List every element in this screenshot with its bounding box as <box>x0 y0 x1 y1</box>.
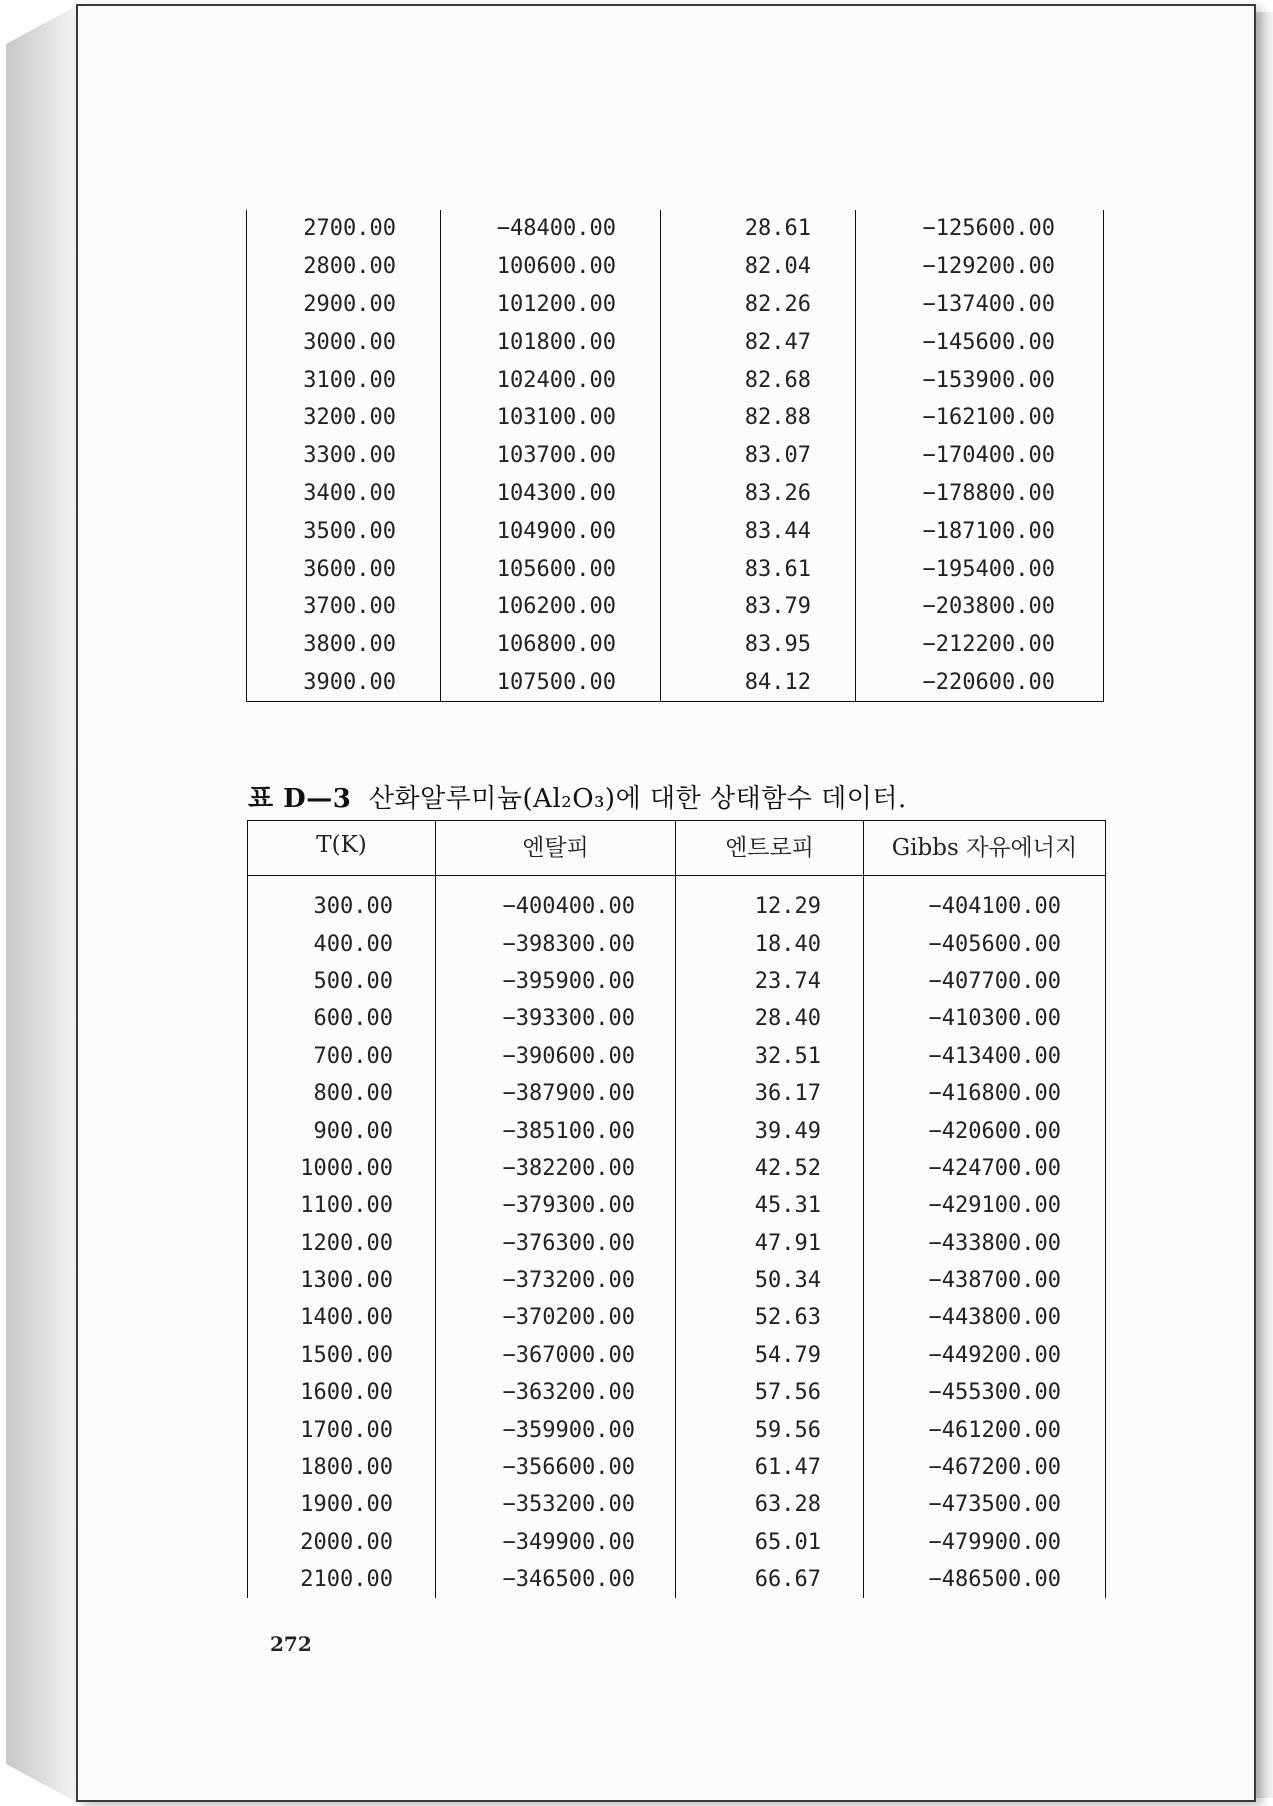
gibbs-cell: −479900.00 <box>864 1524 1106 1561</box>
entropy-cell: 83.61 <box>661 550 856 588</box>
enthalpy-cell: 101800.00 <box>441 323 661 361</box>
temperature-cell: 2700.00 <box>303 216 396 242</box>
enthalpy-cell: 107500.00 <box>441 664 661 702</box>
header-spacer-row <box>248 876 1106 889</box>
temperature-cell: 1800.00 <box>300 1455 393 1481</box>
table-row <box>248 1225 1106 1262</box>
header-temperature: T(K) <box>248 821 436 876</box>
table-row <box>248 1374 1106 1411</box>
temperature-cell: 1200.00 <box>300 1230 393 1256</box>
temperature-cell: 3200.00 <box>303 405 396 431</box>
enthalpy-cell: 104900.00 <box>441 512 661 550</box>
enthalpy-cell: 105600.00 <box>441 550 661 588</box>
entropy-cell: 61.47 <box>676 1449 864 1486</box>
gibbs-cell: −178800.00 <box>856 475 1104 513</box>
temperature-cell: 300.00 <box>313 894 393 920</box>
gibbs-cell: −443800.00 <box>864 1299 1106 1336</box>
temperature-cell: 1600.00 <box>300 1380 393 1406</box>
continued-table-body <box>247 210 1104 702</box>
temperature-cell: 3400.00 <box>303 480 396 506</box>
gibbs-cell: −407700.00 <box>864 963 1106 1000</box>
table-row <box>248 1299 1106 1336</box>
enthalpy-cell: −385100.00 <box>436 1112 676 1149</box>
enthalpy-cell: −367000.00 <box>436 1337 676 1374</box>
gibbs-cell: −473500.00 <box>864 1486 1106 1523</box>
table-row <box>247 475 1104 513</box>
enthalpy-cell: −390600.00 <box>436 1038 676 1075</box>
enthalpy-cell: −370200.00 <box>436 1299 676 1336</box>
enthalpy-cell: −373200.00 <box>436 1262 676 1299</box>
table-row <box>247 550 1104 588</box>
header-entropy: 엔트로피 <box>676 821 864 876</box>
temperature-cell: 1300.00 <box>300 1268 393 1294</box>
enthalpy-cell: −387900.00 <box>436 1075 676 1112</box>
entropy-cell: 28.40 <box>676 1000 864 1037</box>
entropy-cell: 82.04 <box>661 248 856 286</box>
gibbs-cell: −129200.00 <box>856 248 1104 286</box>
temperature-cell: 400.00 <box>313 931 393 957</box>
temperature-cell: 3100.00 <box>303 367 396 393</box>
temperature-cell: 1000.00 <box>300 1155 393 1181</box>
entropy-cell: 59.56 <box>676 1411 864 1448</box>
gibbs-cell: −153900.00 <box>856 361 1104 399</box>
entropy-cell: 23.74 <box>676 963 864 1000</box>
temperature-cell: 3300.00 <box>303 443 396 469</box>
entropy-cell: 66.67 <box>676 1561 864 1598</box>
temperature-cell: 2100.00 <box>300 1567 393 1593</box>
temperature-cell: 1700.00 <box>300 1417 393 1443</box>
al2o3-table-body <box>248 888 1106 1598</box>
table-row <box>248 1486 1106 1523</box>
entropy-cell: 36.17 <box>676 1075 864 1112</box>
gibbs-cell: −416800.00 <box>864 1075 1106 1112</box>
enthalpy-cell: −356600.00 <box>436 1449 676 1486</box>
entropy-cell: 82.47 <box>661 323 856 361</box>
table-row <box>247 323 1104 361</box>
enthalpy-cell: −379300.00 <box>436 1187 676 1224</box>
temperature-cell: 3500.00 <box>303 518 396 544</box>
entropy-cell: 50.34 <box>676 1262 864 1299</box>
entropy-cell: 12.29 <box>676 888 864 925</box>
enthalpy-cell: −398300.00 <box>436 925 676 962</box>
entropy-cell: 83.95 <box>661 626 856 664</box>
temperature-cell: 800.00 <box>313 1081 393 1107</box>
gibbs-cell: −145600.00 <box>856 323 1104 361</box>
temperature-cell: 1500.00 <box>300 1342 393 1368</box>
table-row <box>248 1561 1106 1598</box>
header-gibbs-free-energy: Gibbs 자유에너지 <box>864 821 1106 876</box>
enthalpy-cell: −353200.00 <box>436 1486 676 1523</box>
table-row <box>247 399 1104 437</box>
temperature-cell: 2900.00 <box>303 291 396 317</box>
enthalpy-cell: −395900.00 <box>436 963 676 1000</box>
gibbs-cell: −449200.00 <box>864 1337 1106 1374</box>
temperature-cell: 1100.00 <box>300 1193 393 1219</box>
continued-table <box>246 210 1104 702</box>
enthalpy-cell: −349900.00 <box>436 1524 676 1561</box>
enthalpy-cell: −400400.00 <box>436 888 676 925</box>
entropy-cell: 39.49 <box>676 1112 864 1149</box>
enthalpy-cell: 103700.00 <box>441 437 661 475</box>
entropy-cell: 57.56 <box>676 1374 864 1411</box>
table-row <box>247 361 1104 399</box>
temperature-cell: 900.00 <box>313 1118 393 1144</box>
table-row <box>248 1411 1106 1448</box>
table-row <box>248 1449 1106 1486</box>
entropy-cell: 83.44 <box>661 512 856 550</box>
table-row <box>248 963 1106 1000</box>
enthalpy-cell: −48400.00 <box>441 210 661 248</box>
table-row <box>247 437 1104 475</box>
table-row <box>248 1038 1106 1075</box>
entropy-cell: 47.91 <box>676 1225 864 1262</box>
book-spine <box>6 6 76 1802</box>
temperature-cell: 2800.00 <box>303 254 396 280</box>
table-row <box>247 626 1104 664</box>
gibbs-cell: −433800.00 <box>864 1225 1106 1262</box>
enthalpy-cell: −376300.00 <box>436 1225 676 1262</box>
entropy-cell: 83.07 <box>661 437 856 475</box>
entropy-cell: 82.68 <box>661 361 856 399</box>
gibbs-cell: −170400.00 <box>856 437 1104 475</box>
gibbs-cell: −404100.00 <box>864 888 1106 925</box>
gibbs-cell: −438700.00 <box>864 1262 1106 1299</box>
temperature-cell: 3800.00 <box>303 632 396 658</box>
temperature-cell: 3700.00 <box>303 594 396 620</box>
table-caption-text: 산화알루미늄(Al₂O₃)에 대한 상태함수 데이터. <box>368 784 907 814</box>
gibbs-cell: −461200.00 <box>864 1411 1106 1448</box>
gibbs-cell: −420600.00 <box>864 1112 1106 1149</box>
enthalpy-cell: 100600.00 <box>441 248 661 286</box>
enthalpy-cell: −382200.00 <box>436 1150 676 1187</box>
enthalpy-cell: 106200.00 <box>441 588 661 626</box>
entropy-cell: 45.31 <box>676 1187 864 1224</box>
temperature-cell: 1900.00 <box>300 1492 393 1518</box>
enthalpy-cell: −359900.00 <box>436 1411 676 1448</box>
enthalpy-cell: 104300.00 <box>441 475 661 513</box>
al2o3-table <box>247 820 1106 1598</box>
entropy-cell: 65.01 <box>676 1524 864 1561</box>
table-caption-label: 표 D—3 <box>248 784 352 814</box>
table-row <box>247 210 1104 248</box>
table-row <box>247 512 1104 550</box>
table-row <box>248 1000 1106 1037</box>
page-number: 272 <box>270 1632 312 1656</box>
header-enthalpy: 엔탈피 <box>436 821 676 876</box>
temperature-cell: 1400.00 <box>300 1305 393 1331</box>
table-row <box>247 286 1104 324</box>
entropy-cell: 84.12 <box>661 664 856 702</box>
gibbs-cell: −212200.00 <box>856 626 1104 664</box>
table-row <box>248 1112 1106 1149</box>
table-row <box>248 1150 1106 1187</box>
entropy-cell: 32.51 <box>676 1038 864 1075</box>
entropy-cell: 28.61 <box>661 210 856 248</box>
temperature-cell: 500.00 <box>313 968 393 994</box>
enthalpy-cell: 103100.00 <box>441 399 661 437</box>
gibbs-cell: −413400.00 <box>864 1038 1106 1075</box>
al2o3-table-header-row <box>248 821 1106 876</box>
table-row <box>248 1187 1106 1224</box>
gibbs-cell: −125600.00 <box>856 210 1104 248</box>
gibbs-cell: −220600.00 <box>856 664 1104 702</box>
gibbs-cell: −429100.00 <box>864 1187 1106 1224</box>
temperature-cell: 2000.00 <box>300 1529 393 1555</box>
enthalpy-cell: −363200.00 <box>436 1374 676 1411</box>
enthalpy-cell: 101200.00 <box>441 286 661 324</box>
gibbs-cell: −203800.00 <box>856 588 1104 626</box>
table-row <box>248 888 1106 925</box>
gibbs-cell: −486500.00 <box>864 1561 1106 1598</box>
entropy-cell: 82.88 <box>661 399 856 437</box>
enthalpy-cell: 102400.00 <box>441 361 661 399</box>
gibbs-cell: −137400.00 <box>856 286 1104 324</box>
entropy-cell: 42.52 <box>676 1150 864 1187</box>
temperature-cell: 3000.00 <box>303 329 396 355</box>
gibbs-cell: −187100.00 <box>856 512 1104 550</box>
entropy-cell: 83.79 <box>661 588 856 626</box>
table-row <box>248 1337 1106 1374</box>
entropy-cell: 63.28 <box>676 1486 864 1523</box>
entropy-cell: 52.63 <box>676 1299 864 1336</box>
temperature-cell: 600.00 <box>313 1006 393 1032</box>
table-caption <box>248 778 907 815</box>
gibbs-cell: −467200.00 <box>864 1449 1106 1486</box>
gibbs-cell: −455300.00 <box>864 1374 1106 1411</box>
table-row <box>248 1524 1106 1561</box>
gibbs-cell: −405600.00 <box>864 925 1106 962</box>
table-row <box>248 1075 1106 1112</box>
entropy-cell: 83.26 <box>661 475 856 513</box>
entropy-cell: 54.79 <box>676 1337 864 1374</box>
entropy-cell: 82.26 <box>661 286 856 324</box>
table-row <box>248 925 1106 962</box>
table-row <box>247 588 1104 626</box>
temperature-cell: 3900.00 <box>303 669 396 695</box>
temperature-cell: 3600.00 <box>303 556 396 582</box>
enthalpy-cell: 106800.00 <box>441 626 661 664</box>
enthalpy-cell: −346500.00 <box>436 1561 676 1598</box>
gibbs-cell: −195400.00 <box>856 550 1104 588</box>
entropy-cell: 18.40 <box>676 925 864 962</box>
gibbs-cell: −410300.00 <box>864 1000 1106 1037</box>
table-row <box>247 664 1104 702</box>
temperature-cell: 700.00 <box>313 1043 393 1069</box>
table-row <box>248 1262 1106 1299</box>
gibbs-cell: −162100.00 <box>856 399 1104 437</box>
gibbs-cell: −424700.00 <box>864 1150 1106 1187</box>
enthalpy-cell: −393300.00 <box>436 1000 676 1037</box>
table-row <box>247 248 1104 286</box>
